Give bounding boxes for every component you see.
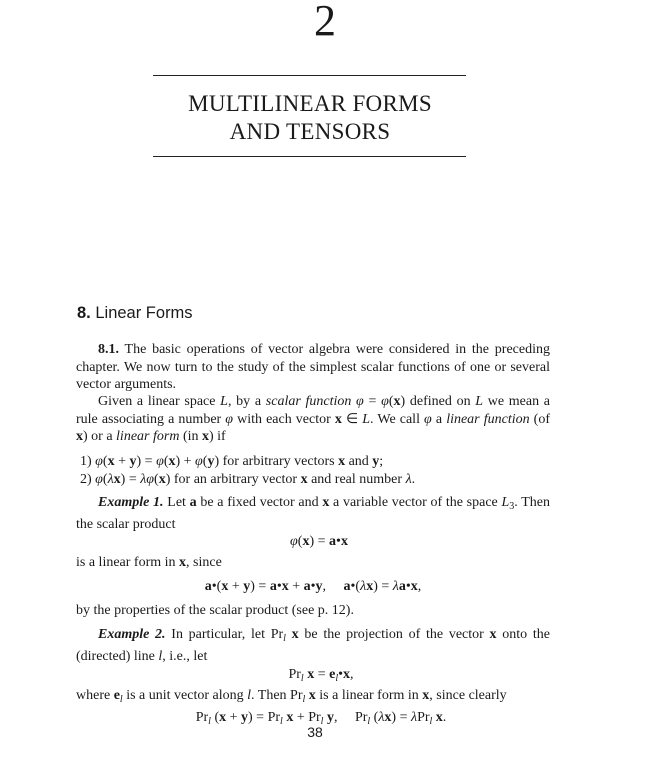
equation-projection-linearity: $Pr_l$ $(x + y) = Pr_l$ $x + Pr_l$ y, $Pr_l$ (λx) = λPr$_l$ x.	[195, 710, 447, 727]
section-title: Linear Forms	[95, 304, 193, 322]
chapter-title-line-2: AND TENSORS	[229, 119, 391, 144]
text-properties-reference: by the properties of the scalar product (see p. 12).	[76, 603, 354, 618]
chapter-title	[0, 90, 620, 146]
example-1: Example 1. Let a be a fixed vector and x a variable vector of the space $L_3$. Then the scalar product	[76, 495, 550, 532]
section-heading	[77, 303, 193, 323]
paragraph-label: 8.1.	[98, 342, 119, 357]
equation-linearity: a•(x + y) = a•x + a•y, a•(λx) = λa•x,	[204, 579, 422, 594]
text-unit-vector: where $e_l$ is a unit vector along l. Then $Pr_l$ x is a linear form in x, since clearly	[76, 688, 507, 705]
section-number: 8.	[77, 304, 91, 322]
condition-2: 2) φ(λx) = λφ(x) for an arbitrary vector x and real number λ.	[80, 472, 416, 487]
chapter-title-top-rule	[153, 75, 466, 76]
chapter-title-bottom-rule	[153, 156, 466, 157]
paragraph-text: The basic operations of vector algebra were considered in the preceding chapter. We now turn to the study of the simplest scalar functions of one or several vector arguments.	[76, 342, 550, 392]
chapter-title-line-1: MULTILINEAR FORMS	[188, 91, 432, 116]
condition-1: 1) φ(x + y) = φ(x) + φ(y) for arbitrary vectors x and y;	[80, 454, 384, 469]
equation-projection: $Pr_l$ $x = e_l•x$,	[288, 667, 354, 684]
equation-scalar-product: φ(x) = a•x	[290, 534, 348, 549]
text-linear-form-since: is a linear form in x, since	[76, 555, 222, 570]
chapter-number: 2	[314, 0, 336, 45]
paragraph-8-1	[76, 341, 550, 394]
page-number: 38	[307, 724, 323, 740]
example-2: Example 2. In particular, let $Pr_l$ x be the projection of the vector x onto the (directed) line l, i.e., let	[76, 627, 550, 664]
paragraph-definition: Given a linear space L, by a scalar function φ = φ(x) defined on L we mean a rule associating a number φ with each vector x ∈ L. We call φ a linear function (of x) or a linear form (in x) if	[76, 394, 551, 444]
